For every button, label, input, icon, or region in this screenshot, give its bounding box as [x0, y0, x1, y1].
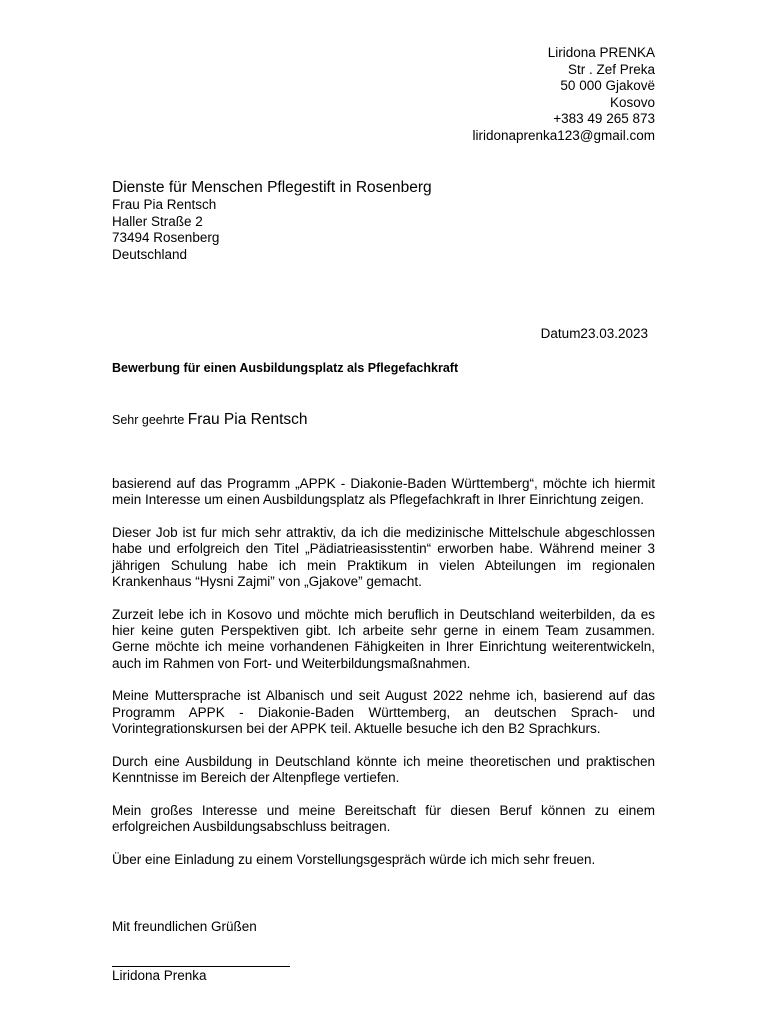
recipient-city: 73494 Rosenberg [112, 230, 220, 245]
body-paragraph: Dieser Job ist fur mich sehr attraktiv, da ich die medizinische Mittelschule abgeschlossen habe und erfolgreich den Titel „Pädiatrieasisstentin“ erworben habe. Während meiner 3 jährigen Schulung habe ich mein Praktikum in vielen Abteilungen im regionalen Krankenhaus “Hysni Zajmi” von „Gjakove” gemacht. [112, 525, 655, 589]
signature-name: Liridona Prenka [112, 968, 207, 983]
recipient-contact: Frau Pia Rentsch [112, 197, 217, 212]
signature-line [112, 966, 290, 967]
sender-phone: +383 49 265 873 [553, 111, 655, 126]
body-paragraph: Durch eine Ausbildung in Deutschland könnte ich meine theoretischen und praktischen Kenntnisse im Bereich der Altenpflege vertiefen. [112, 753, 655, 786]
sender-street: Str . Zef Preka [567, 61, 655, 77]
letter-date: Datum23.03.2023 [540, 326, 648, 341]
body-paragraph: Über eine Einladung zu einem Vorstellungsgespräch würde ich mich sehr freuen. [112, 852, 596, 868]
sender-address-block [472, 45, 655, 144]
recipient-country: Deutschland [112, 246, 188, 262]
sender-email: liridonaprenka123@gmail.com [472, 127, 655, 143]
salutation-greeting: Sehr geehrte [112, 413, 188, 427]
sender-country: Kosovo [609, 94, 655, 110]
sender-city: 50 000 Gjakovë [560, 78, 655, 93]
salutation [112, 410, 308, 430]
body-paragraph: Mein großes Interesse und meine Bereitschaft für diesen Beruf können zu einem erfolgreichen Ausbildungsabschluss beitragen. [112, 802, 655, 835]
salutation-name: Frau Pia Rentsch [187, 411, 308, 428]
closing-formula: Mit freundlichen Grüßen [112, 919, 257, 934]
letter-subject: Bewerbung für einen Ausbildungsplatz als Pflegefachkraft [112, 361, 459, 375]
sender-name: Liridona PRENKA [547, 45, 655, 60]
letter-body [112, 476, 655, 885]
recipient-street: Haller Straße 2 [112, 213, 203, 229]
recipient-address-block [112, 178, 432, 263]
body-paragraph: Meine Muttersprache ist Albanisch und seit August 2022 nehme ich, basierend auf das Programm APPK - Diakonie-Baden Württemberg, an deutschen Sprach- und Vorintegrationskursen bei der APPK teil. Aktuelle besuche ich den B2 Sprachkurs. [112, 688, 655, 737]
body-paragraph: basierend auf das Programm „APPK - Diakonie-Baden Württemberg“, möchte ich hiermit mein Interesse um einen Ausbildungsplatz als Pflegefachkraft in Ihrer Einrichtung zeigen. [112, 476, 655, 508]
recipient-organization: Dienste für Menschen Pflegestift in Rosenberg [112, 179, 432, 196]
body-paragraph: Zurzeit lebe ich in Kosovo und möchte mich beruflich in Deutschland weiterbilden, da es hier keine guten Perspektiven gibt. Ich arbeite sehr gerne in einem Team zusammen. Gerne möchte ich meine vorhandenen Fähigkeiten in Ihrer Einrichtung weiterentwickeln, auch im Rahmen von Fort- und Weiterbildungsmaßnahmen. [112, 606, 655, 671]
